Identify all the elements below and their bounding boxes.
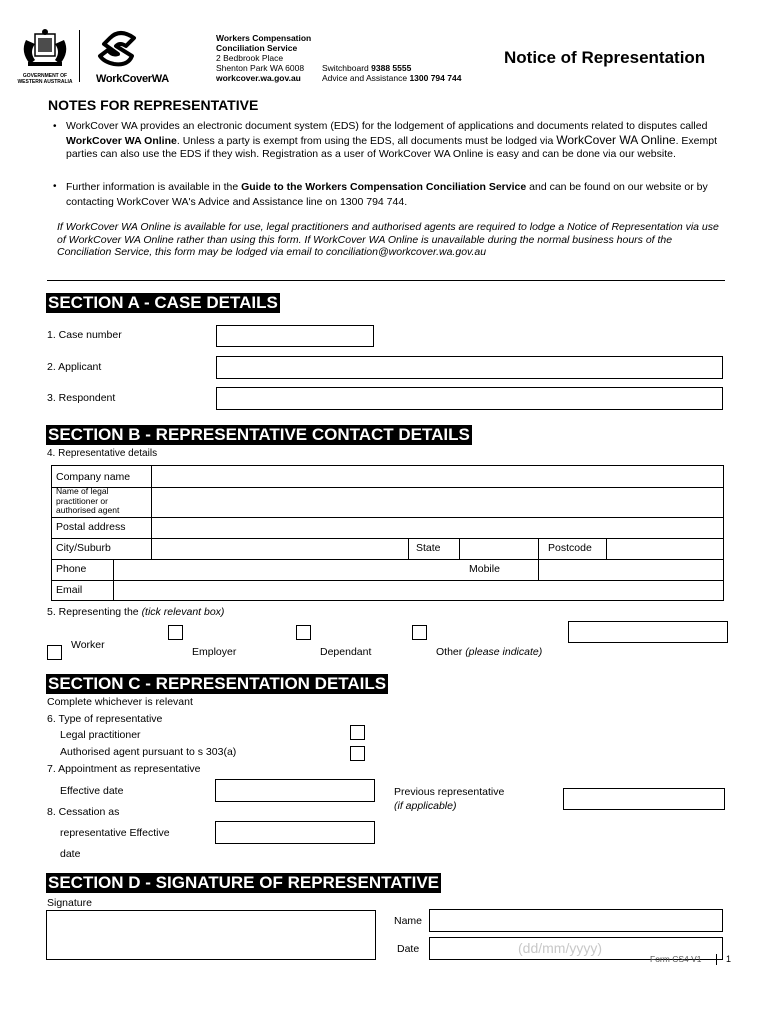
other-indicate-input[interactable] xyxy=(568,621,728,643)
authorised-agent-checkbox[interactable] xyxy=(350,746,365,761)
postal-address-label: Postal address xyxy=(56,521,126,533)
org-name-line1: Workers Compensation xyxy=(216,33,312,43)
workcover-brand-text: WorkCoverWA xyxy=(96,73,169,85)
cessation-date-input[interactable] xyxy=(215,821,375,844)
notes-heading: NOTES FOR REPRESENTATIVE xyxy=(48,97,259,113)
switchboard-number: 9388 5555 xyxy=(371,63,412,73)
form-title: Notice of Representation xyxy=(504,48,706,67)
org-name-line2: Conciliation Service xyxy=(216,43,298,53)
effective-date-input[interactable] xyxy=(215,779,375,802)
representing-label: 5. Representing the (tick relevant box) xyxy=(47,606,225,618)
phone-label: Phone xyxy=(56,563,87,575)
advice-number: 1300 794 744 xyxy=(409,73,462,83)
legal-practitioner-name-input[interactable] xyxy=(152,488,722,516)
date-placeholder: (dd/mm/yyyy) xyxy=(518,940,602,956)
page-number: 1 xyxy=(726,954,732,964)
form-code: Form CS4 V1 xyxy=(650,954,702,964)
signature-box[interactable] xyxy=(46,910,376,960)
name-input[interactable] xyxy=(429,909,723,932)
rep-details-label: 4. Representative details xyxy=(47,448,158,459)
if-applicable-label: (if applicable) xyxy=(394,800,457,812)
legal-practitioner-checkbox[interactable] xyxy=(350,725,365,740)
mobile-label: Mobile xyxy=(469,563,500,575)
cessation-label: 8. Cessation as xyxy=(47,806,120,818)
bullet-2-marker: • xyxy=(53,181,57,192)
wa-government-crest xyxy=(16,28,74,85)
employer-checkbox[interactable] xyxy=(168,625,183,640)
appointment-label: 7. Appointment as representative xyxy=(47,763,201,775)
applicant-label: 2. Applicant xyxy=(47,361,102,373)
case-number-input[interactable] xyxy=(216,325,374,347)
complete-relevant-note: Complete whichever is relevant xyxy=(47,696,193,708)
signature-label: Signature xyxy=(47,897,92,909)
notes-divider xyxy=(47,280,725,281)
city-suburb-label: City/Suburb xyxy=(56,542,111,554)
previous-rep-label: Previous representative xyxy=(394,786,505,798)
section-d-title: SECTION D - SIGNATURE OF REPRESENTATIVE xyxy=(48,873,440,892)
cessation-date-label: date xyxy=(60,848,81,860)
dependant-checkbox[interactable] xyxy=(296,625,311,640)
workcover-s-logo-icon xyxy=(90,30,150,68)
switchboard-label: Switchboard xyxy=(322,63,369,73)
dependant-label: Dependant xyxy=(320,646,372,658)
worker-label: Worker xyxy=(71,639,105,651)
worker-checkbox[interactable] xyxy=(47,645,62,660)
bullet-1-marker: • xyxy=(53,121,57,132)
address-line1: 2 Bedbrook Place xyxy=(216,53,284,63)
state-input[interactable] xyxy=(460,539,536,558)
mobile-input[interactable] xyxy=(539,560,722,579)
section-b-title: SECTION B - REPRESENTATIVE CONTACT DETAILS xyxy=(48,425,470,444)
other-label: Other (please indicate) xyxy=(436,646,543,658)
effective-date-label: Effective date xyxy=(60,785,124,797)
case-number-label: 1. Case number xyxy=(47,329,122,341)
header-divider xyxy=(79,30,80,82)
postcode-input[interactable] xyxy=(607,539,722,558)
lodgement-italic-note: If WorkCover WA Online is available for use, legal practitioners and authorised agents are required to lodge a Notice of Representation via use of WorkCover WA Online rather than using this form. If WorkCover WA Online is unavailable during the normal business hours of the Conciliation Service, this form may be lodged via email to conciliation@workcover.wa.gov.au xyxy=(57,221,719,258)
city-suburb-input[interactable] xyxy=(152,539,406,558)
company-name-label: Company name xyxy=(56,471,131,483)
address-line2: Shenton Park WA 6008 xyxy=(216,63,305,73)
other-checkbox[interactable] xyxy=(412,625,427,640)
postal-address-input[interactable] xyxy=(152,518,722,537)
previous-rep-input[interactable] xyxy=(563,788,725,810)
workcover-logo xyxy=(90,30,169,85)
respondent-label: 3. Respondent xyxy=(47,392,116,404)
state-label: State xyxy=(416,542,441,554)
section-a-title: SECTION A - CASE DETAILS xyxy=(48,293,278,312)
legal-practitioner-name-label: Name of legal practitioner or authorised agent xyxy=(56,486,120,515)
employer-label: Employer xyxy=(192,646,237,658)
respondent-input[interactable] xyxy=(216,387,723,410)
advice-label: Advice and Assistance xyxy=(322,73,408,83)
date-label: Date xyxy=(397,943,420,955)
postcode-label: Postcode xyxy=(548,542,592,554)
company-name-input[interactable] xyxy=(152,466,722,486)
notes-bullet-2: Further information is available in the Guide to the Workers Compensation Conciliation Service and can be found on our website or by contacting WorkCover WA's Advice and Assistance line on 1300 794 744. xyxy=(66,181,708,208)
authorised-agent-label: Authorised agent pursuant to s 303(a) xyxy=(60,746,237,758)
cessation-effective-label: representative Effective xyxy=(60,827,170,839)
section-c-title: SECTION C - REPRESENTATION DETAILS xyxy=(48,674,387,693)
name-label: Name xyxy=(394,915,423,927)
government-label: GOVERNMENT OF WESTERN AUSTRALIA xyxy=(17,73,73,85)
applicant-input[interactable] xyxy=(216,356,723,379)
footer-separator xyxy=(716,954,717,965)
type-of-rep-label: 6. Type of representative xyxy=(47,713,163,725)
website-link[interactable]: workcover.wa.gov.au xyxy=(216,73,301,83)
email-input[interactable] xyxy=(114,581,722,600)
legal-practitioner-label: Legal practitioner xyxy=(60,729,141,741)
notes-bullet-1: WorkCover WA provides an electronic document system (EDS) for the lodgement of applications and documents related to disputes called WorkCover WA Online. Unless a party is exempt from using the EDS, all documents must be lodged via WorkCover WA Online. Exempt parties can also use the EDS if they wish. Registration as a user of WorkCover WA Online is easy and can be done via our website. xyxy=(66,120,718,160)
email-label: Email xyxy=(56,584,83,596)
